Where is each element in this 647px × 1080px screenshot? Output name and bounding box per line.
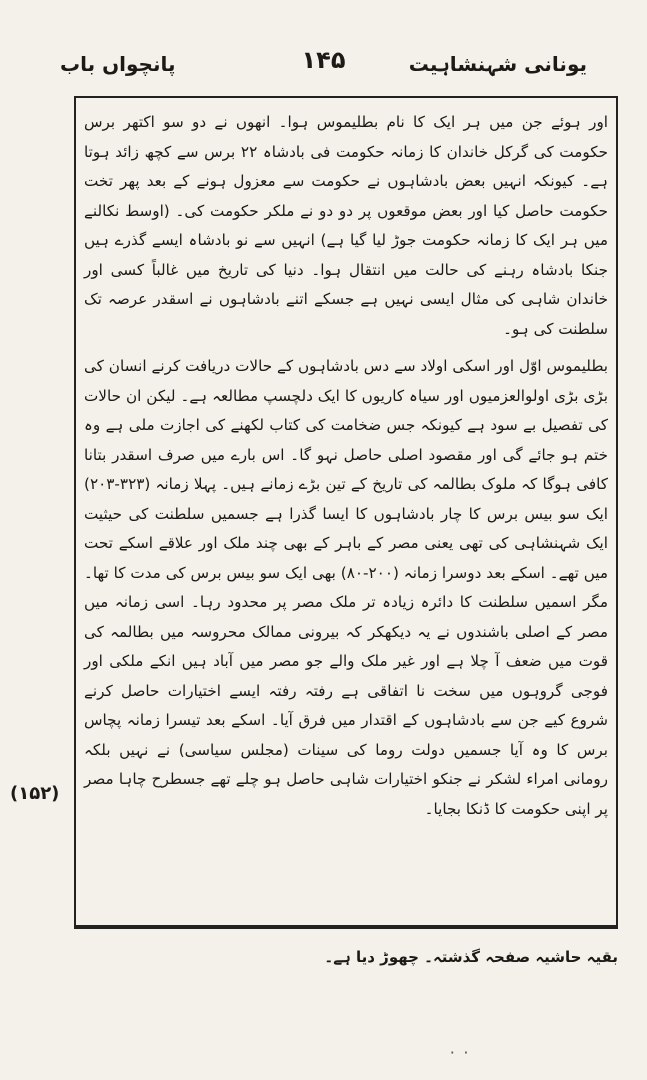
running-header [60,44,587,84]
text-frame [74,96,618,927]
chapter-title: پانچواں باب [60,52,176,76]
book-title: یونانی شہنشاہیت [408,52,587,76]
margin-reference: (۱۵۲) [10,783,60,804]
footnote: بقیہ حاشیہ صفحہ گذشتہ۔ چھوڑ دیا ہے۔ [324,948,618,966]
paragraph-2: بطلیموس اوّل اور اسکی اولاد سے دس بادشاہوں کے حالات دریافت کرنے انسان کی بڑی بڑی اولوالعزمیوں اور سیاہ کاریوں کا ایک دلچسپ مطالعہ ہے۔ لیکن ان حالات کی تفصیل بے سود ہے کیونکہ جس ضخامت کی کتاب لکھنے کی اجازت ملی ہے وہ ختم ہو جائے گی اور مقصود اصلی حاصل نہو گا۔ اس بارے میں صرف اسقدر بتانا کافی ہوگا کہ ملوک بطالمہ کی تاریخ کے تین بڑے زمانے ہیں۔ پہلا زمانہ (۳۲۳-۲۰۳) ایک سو بیس برس کا چار بادشاہوں کا ایسا گذرا ہے جسمیں سلطنت کی حیثیت ایک شہنشاہی کی تھی یعنی مصر کے باہر کے بھی چند ملک اور علاقے اسکے تحت میں تھے۔ اسکے بعد دوسرا زمانہ (۲۰۰-۸۰) بھی ایک سو بیس برس کی مدت کا تھا۔ مگر اسمیں سلطنت کا دائرہ زیادہ تر ملک مصر پر محدود رہا۔ اسی زمانہ میں مصر کے اصلی باشندوں نے یہ دیکھکر کہ بیرونی ممالک محروسہ میں بطالمہ کی قوت میں ضعف آ چلا ہے اور غیر ملک والے جو مصر میں آباد ہیں انکے ملکی اور فوجی گروہوں میں سخت نا اتفاقی ہے رفتہ رفتہ ایسے اختیارات حاصل کرنے شروع کیے جن سے بادشاہوں کے اقتدار میں فرق آیا۔ اسکے بعد تیسرا زمانہ پچاس برس کا وہ آیا جسمیں دولت روما کی سینات (مجلس سیاسی) نے نہیں بلکہ رومانی امراء لشکر نے جنکو اختیارات شاہی حاصل ہو چلے تھے جسطرح چاہا مصر پر اپنی حکومت کا ڈنکا بجایا۔ [84,357,608,818]
paragraph-1: اور ہوئے جن میں ہر ایک کا نام بطلیموس ہوا۔ انھوں نے دو سو اکتھر برس حکومت کی گرکل خاندان کا زمانہ حکومت فی بادشاہ ۲۲ برس سے کچھ زائد ہوتا ہے۔ کیونکہ انہیں بعض بادشاہوں نے حکومت سے معزول ہونے کے بعد پھر تخت حکومت حاصل کیا اور بعض موقعوں پر دو دو نے ملکر حکومت کی۔ (اوسط نکالنے میں ہر ایک کا زمانہ حکومت جوڑ لیا گیا ہے) انہیں سے نو بادشاہ ایسے گذرے ہیں جنکا بادشاہ رہنے کی حالت میں انتقال ہوا۔ دنیا کی تاریخ میں غالباً کسی اور خاندان شاہی کی مثال ایسی نہیں ہے جسکے اتنے بادشاہوں نے اسقدر عرصہ تک سلطنت کی ہو۔ [84,113,608,338]
main-text [84,108,608,915]
bottom-marks: ۰ ۰ [448,1042,471,1061]
footnote-divider [74,927,618,929]
page-number: ۱۴۵ [301,46,346,74]
